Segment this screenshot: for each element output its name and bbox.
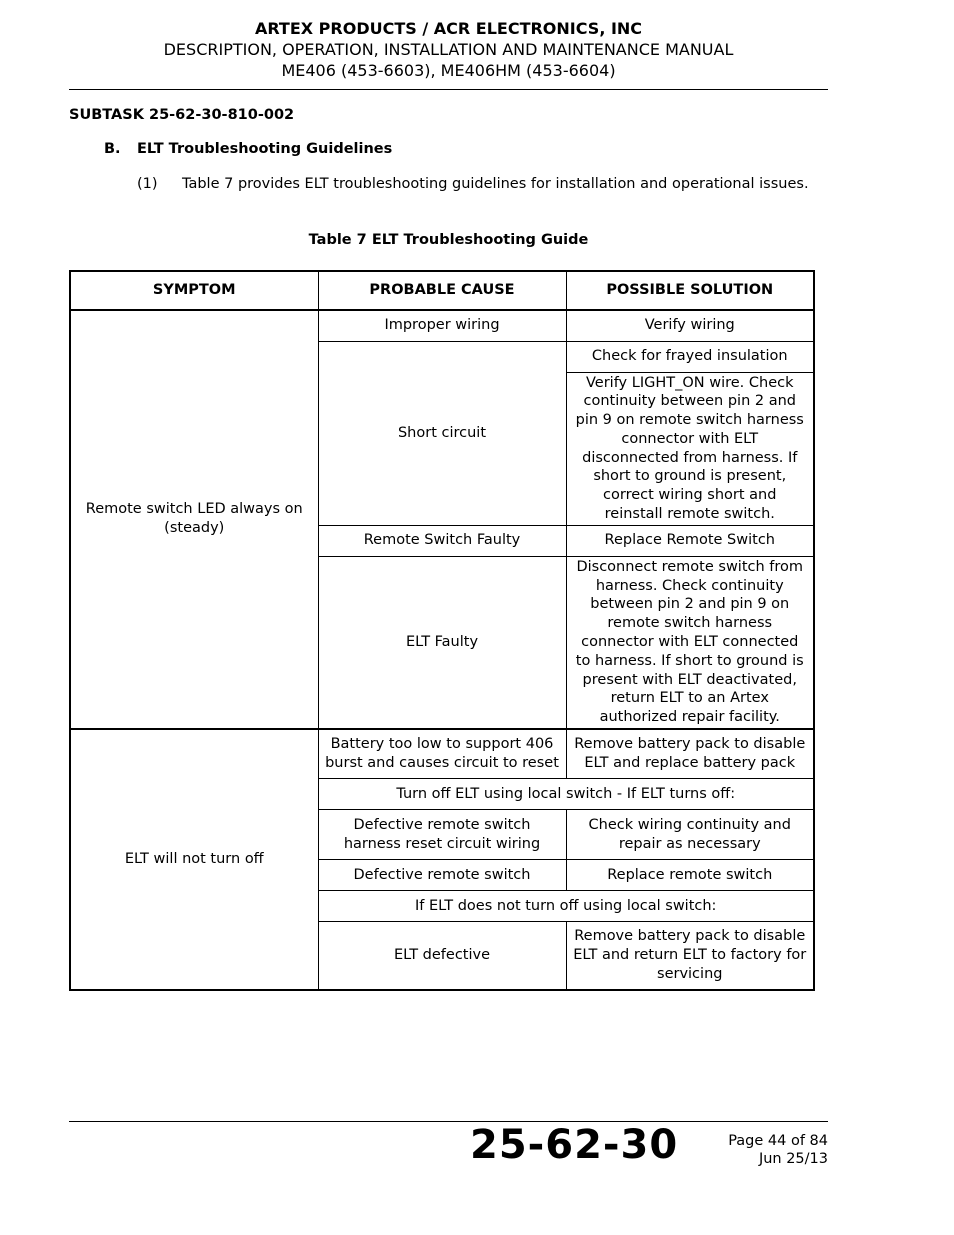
table-row xyxy=(70,310,814,341)
symptom-cell: Remote switch LED always on (steady) xyxy=(70,310,318,729)
paragraph-text: Table 7 provides ELT troubleshooting guidelines for installation and operational issues. xyxy=(182,176,809,192)
page-header xyxy=(69,18,828,81)
header-symptom: SYMPTOM xyxy=(70,271,318,310)
revision-date: Jun 25/13 xyxy=(758,1151,828,1167)
cause-cell: ELT defective xyxy=(318,922,566,990)
cause-cell: Short circuit xyxy=(318,341,566,525)
header-possible-solution: POSSIBLE SOLUTION xyxy=(566,271,814,310)
header-probable-cause: PROBABLE CAUSE xyxy=(318,271,566,310)
cause-cell: Remote Switch Faulty xyxy=(318,525,566,556)
troubleshooting-table xyxy=(69,270,815,991)
symptom-cell: ELT will not turn off xyxy=(70,729,318,990)
header-divider xyxy=(69,89,828,90)
condition-cell: Turn off ELT using local switch - If ELT turns off: xyxy=(318,779,814,810)
section-title: ELT Troubleshooting Guidelines xyxy=(137,141,393,157)
condition-cell: If ELT does not turn off using local switch: xyxy=(318,891,814,922)
cause-cell: Improper wiring xyxy=(318,310,566,341)
paragraph-number: (1) xyxy=(137,176,158,192)
cause-cell: ELT Faulty xyxy=(318,556,566,728)
cause-cell: Defective remote switch xyxy=(318,860,566,891)
subtask-heading: SUBTASK 25-62-30-810-002 xyxy=(69,107,295,123)
cause-cell: Defective remote switch harness reset circuit wiring xyxy=(318,810,566,860)
solution-cell: Verify wiring xyxy=(566,310,814,341)
solution-cell: Remove battery pack to disable ELT and replace battery pack xyxy=(566,729,814,779)
solution-cell: Remove battery pack to disable ELT and return ELT to factory for servicing xyxy=(566,922,814,990)
solution-cell: Check wiring continuity and repair as necessary xyxy=(566,810,814,860)
table-row xyxy=(70,729,814,779)
cause-cell: Battery too low to support 406 burst and causes circuit to reset xyxy=(318,729,566,779)
company-name: ARTEX PRODUCTS / ACR ELECTRONICS, INC xyxy=(254,19,643,38)
section-heading xyxy=(104,141,392,157)
solution-cell: Check for frayed insulation xyxy=(566,341,814,372)
table-header-row xyxy=(70,271,814,310)
manual-title: DESCRIPTION, OPERATION, INSTALLATION AND MAINTENANCE MANUAL xyxy=(163,40,734,59)
section-letter: B. xyxy=(104,141,121,157)
page-number: Page 44 of 84 xyxy=(728,1133,828,1149)
page-info xyxy=(728,1132,828,1168)
solution-cell: Disconnect remote switch from harness. Check continuity between pin 2 and pin 9 on remote switch harness connector with ELT connected to harness. If short to ground is present with ELT deactivated, return ELT to an Artex authorized repair facility. xyxy=(566,556,814,728)
table-caption: Table 7 ELT Troubleshooting Guide xyxy=(308,232,589,248)
solution-cell: Replace Remote Switch xyxy=(566,525,814,556)
model-numbers: ME406 (453-6603), ME406HM (453-6604) xyxy=(281,61,616,80)
solution-cell: Verify LIGHT_ON wire. Check continuity between pin 2 and pin 9 on remote switch harness connector with ELT disconnected from harness. If short to ground is present, correct wiring short and reinstall remote switch. xyxy=(566,372,814,525)
paragraph xyxy=(137,176,809,192)
document-number: 25-62-30 xyxy=(470,1122,679,1168)
solution-cell: Replace remote switch xyxy=(566,860,814,891)
footer-divider xyxy=(69,1121,828,1122)
